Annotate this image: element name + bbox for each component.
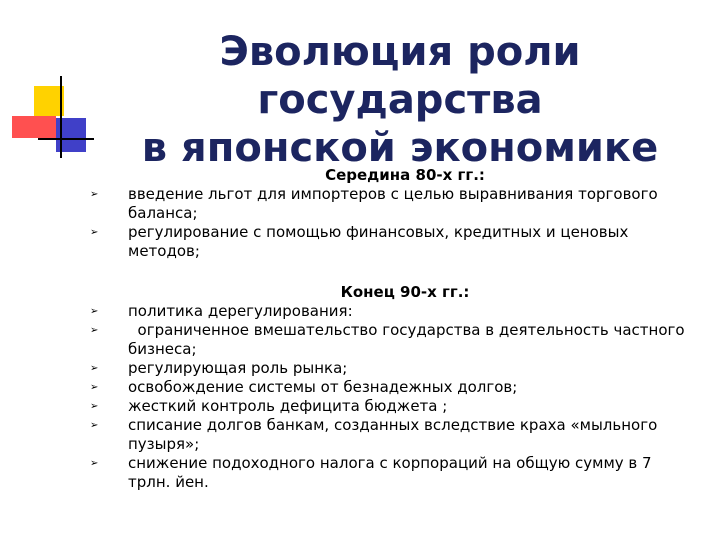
section-heading-2: Конец 90-х гг.: [340,283,470,301]
slide-content [90,166,690,492]
arrow-bullet-icon: ➢ [90,306,99,317]
list-item: ➢ регулирующая роль рынка; [90,359,348,377]
red-square [12,116,56,138]
list-item: ➢ политика дерегулирования: [90,302,353,320]
title-line-2: в японской экономике [141,125,659,171]
section-list-2 [90,302,690,492]
arrow-bullet-icon: ➢ [90,458,99,469]
arrow-bullet-icon: ➢ [90,401,99,412]
horizontal-line [38,138,94,140]
section-heading-1: Середина 80-х гг.: [325,166,485,184]
list-item: ➢ жесткий контроль дефицита бюджета ; [90,397,448,415]
arrow-bullet-icon: ➢ [90,189,99,200]
arrow-bullet-icon: ➢ [90,227,99,238]
list-item: ➢ списание долгов банкам, созданных вследствие краха «мыльного пузыря»; [90,416,658,453]
arrow-bullet-icon: ➢ [90,420,99,431]
title-line-1: Эволюция роли государства [219,29,581,123]
arrow-bullet-icon: ➢ [90,325,99,336]
section-list-1 [90,185,690,261]
list-item: ➢ ограниченное вмешательство государства в деятельность частного бизнеса; [90,321,690,358]
list-item: ➢ введение льгот для импортеров с целью выравнивания торгового баланса; [90,185,658,222]
slide-title [90,28,710,172]
arrow-bullet-icon: ➢ [90,363,99,374]
list-item: ➢ регулирование с помощью финансовых, кредитных и ценовых методов; [90,223,629,260]
arrow-bullet-icon: ➢ [90,382,99,393]
vertical-line [60,76,62,158]
list-item: ➢ освобождение системы от безнадежных долгов; [90,378,518,396]
list-item: ➢ снижение подоходного налога с корпораций на общую сумму в 7 трлн. йен. [90,454,652,491]
